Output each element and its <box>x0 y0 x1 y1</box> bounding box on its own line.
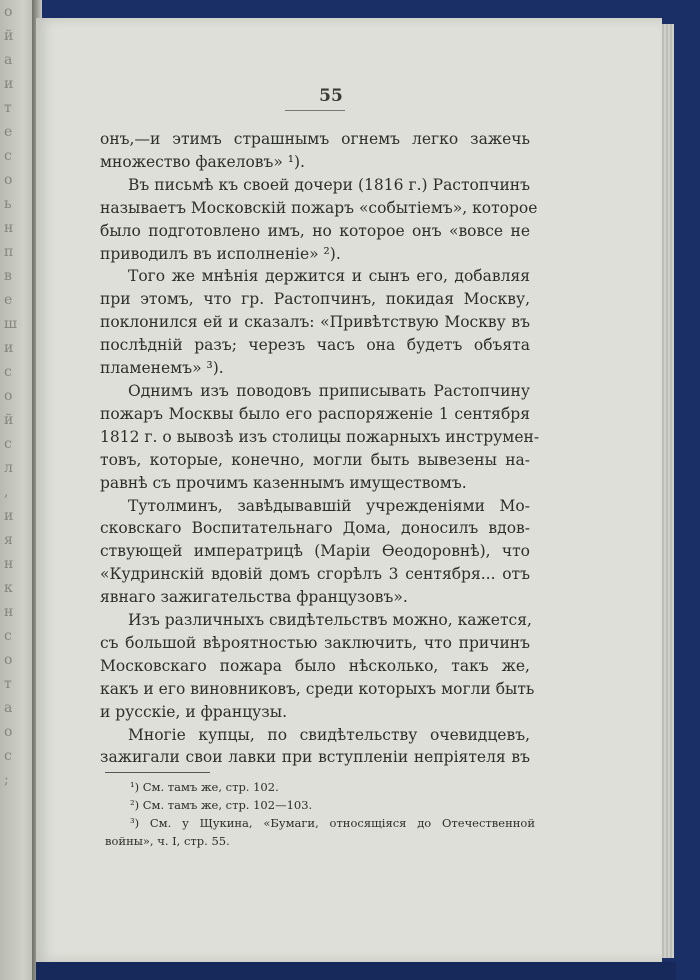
text-line: Изъ различныхъ свидѣтельствъ можно, кажется, <box>128 611 532 630</box>
text-line: Однимъ изъ поводовъ приписывать Растопчину <box>128 381 530 400</box>
facing-page-text-fragments: о й а и т е с о ь н п в е ш и с о й с л , и я н к н с о т а о с ; <box>4 4 19 788</box>
text-line: приводилъ въ исполненіе» ²). <box>100 244 341 263</box>
text-line: съ большой вѣроятностью заключить, что причинъ <box>100 633 530 652</box>
text-line: Тутолминъ, завѣдывавшій учрежденіями Мо- <box>128 496 530 515</box>
footnote: ¹) См. тамъ же, стр. 102. <box>130 780 279 794</box>
text-line: называетъ Московскій пожаръ «событіемъ», которое <box>100 198 538 217</box>
page-number: 55 <box>319 86 343 106</box>
text-line: Того же мнѣнія держится и сынъ его, добавляя <box>128 267 530 286</box>
text-line: послѣдній разъ; черезъ часъ она будетъ объята <box>100 336 530 355</box>
text-line: какъ и его виновниковъ, среди которыхъ могли быть <box>100 679 535 698</box>
page-number-rule <box>285 110 345 111</box>
text-line: при этомъ, что гр. Растопчинъ, покидая Москву, <box>100 290 530 309</box>
text-line: товъ, которые, конечно, могли быть вывезены на- <box>100 450 530 469</box>
body-text <box>100 128 540 769</box>
cover-edge <box>36 962 676 980</box>
text-line: и русскіе, и французы. <box>100 702 288 721</box>
footnote: ³) См. у Щукина, «Бумаги, относящіяся до Отечественной <box>130 816 535 830</box>
text-line: сковскаго Воспитательнаго Дома, доносилъ вдов- <box>100 519 530 538</box>
text-line: зажигали свои лавки при вступленіи непріятеля въ <box>100 748 530 767</box>
text-line: поклонился ей и сказалъ: «Привѣтствую Москву въ <box>100 313 530 332</box>
text-line: было подготовлено имъ, но которое онъ «вовсе не <box>100 221 530 240</box>
text-line: онъ,—и этимъ страшнымъ огнемъ легко зажечь <box>100 130 530 148</box>
text-line: множество факеловъ» ¹). <box>100 152 305 171</box>
text-line: пламенемъ» ³). <box>100 359 224 378</box>
text-line: пожаръ Москвы было его распоряженіе 1 сентября <box>100 404 530 423</box>
footnote: войны», ч. I, стр. 55. <box>105 834 230 848</box>
footnote-rule <box>105 772 210 773</box>
text-line: Въ письмѣ къ своей дочери (1816 г.) Растопчинъ <box>128 175 530 194</box>
text-line: 1812 г. о вывозѣ изъ столицы пожарныхъ инструмен- <box>100 427 540 446</box>
text-line: явнаго зажигательства французовъ». <box>100 588 408 607</box>
text-line: Многіе купцы, по свидѣтельству очевидцевъ, <box>128 725 530 744</box>
text-line: ствующей императрицѣ (Маріи Ѳеодоровнѣ), что <box>100 542 530 561</box>
footnotes <box>105 778 535 850</box>
text-line: Московскаго пожара было нѣсколько, такъ же, <box>100 656 530 675</box>
text-line: равнѣ съ прочимъ казеннымъ имуществомъ. <box>100 473 467 492</box>
text-line: «Кудринскій вдовій домъ сгорѣлъ 3 сентября... отъ <box>100 565 530 584</box>
footnote: ²) См. тамъ же, стр. 102—103. <box>130 798 313 812</box>
